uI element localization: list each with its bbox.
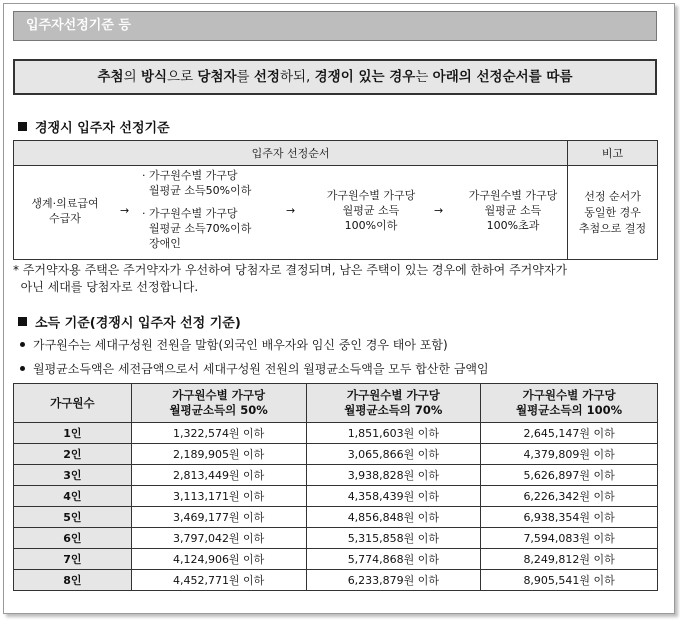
notice-segment: 당첨자 <box>197 69 237 85</box>
income-limit-cell: 4,379,809원 이하 <box>481 444 658 465</box>
income-limit-cell: 5,774,868원 이하 <box>306 549 481 570</box>
selection-order-table <box>13 140 658 260</box>
bullet-dot-icon <box>20 366 25 371</box>
household-size-cell: 5인 <box>14 507 132 528</box>
income-limit-cell: 6,226,342원 이하 <box>481 486 658 507</box>
table-row <box>14 528 658 549</box>
income-limit-cell: 3,113,171원 이하 <box>131 486 306 507</box>
section-title-bar: 입주자선정기준 등 <box>13 11 657 41</box>
step-2b-income-70-disabled: · 가구원수별 가구당 월평균 소득70%이하 장애인 <box>142 207 252 250</box>
notice-segment: 경쟁이 있는 경우 <box>314 69 416 85</box>
table-row <box>14 444 658 465</box>
income-limit-cell: 4,124,906원 이하 <box>131 549 306 570</box>
income-limit-cell: 8,249,812원 이하 <box>481 549 658 570</box>
table-row <box>14 423 658 444</box>
bullet-dot-icon <box>20 342 25 347</box>
income-limit-cell: 5,315,858원 이하 <box>306 528 481 549</box>
arrow-right-icon: → <box>120 204 130 217</box>
notice-segment: 추첨 <box>97 69 124 85</box>
income-limit-cell: 3,938,828원 이하 <box>306 465 481 486</box>
notice-segment: 방식 <box>140 69 168 85</box>
household-size-cell: 1인 <box>14 423 132 444</box>
bullet-household-members: 가구원수는 세대구성원 전원을 말함(외국인 배우자와 임신 중인 경우 태아 포함) <box>20 336 448 353</box>
income-limit-cell: 6,233,879원 이하 <box>306 570 481 591</box>
remarks-column-header: 비고 <box>568 141 658 166</box>
table-row <box>14 465 658 486</box>
household-size-cell: 2인 <box>14 444 132 465</box>
household-size-cell: 8인 <box>14 570 132 591</box>
income-limit-cell: 8,905,541원 이하 <box>481 570 658 591</box>
income-50-header: 가구원수별 가구당 월평균소득의 50% <box>131 384 306 423</box>
income-limit-cell: 2,645,147원 이하 <box>481 423 658 444</box>
footnote: * 주거약자용 주택은 주거약자가 우선하여 당첨자로 결정되며, 남은 주택이 있는 경우에 한하여 주거약자가 아닌 세대를 당첨자로 선정합니다. <box>13 263 568 294</box>
notice-segment: 하되, <box>279 69 315 85</box>
arrow-right-icon: → <box>286 204 296 217</box>
notice-segment: 으로 <box>167 69 198 85</box>
competition-criteria-heading: 경쟁시 입주자 선정기준 <box>18 117 170 136</box>
income-limit-cell: 3,469,177원 이하 <box>131 507 306 528</box>
square-bullet-icon <box>18 122 27 131</box>
step-2a-income-50: · 가구원수별 가구당 월평균 소득50%이하 <box>142 169 252 197</box>
income-limit-cell: 3,065,866원 이하 <box>306 444 481 465</box>
table-row <box>14 486 658 507</box>
income-limit-cell: 4,856,848원 이하 <box>306 507 481 528</box>
income-limit-cell: 7,594,083원 이하 <box>481 528 658 549</box>
notice-segment: 선정 <box>253 69 280 85</box>
income-limit-cell: 2,189,905원 이하 <box>131 444 306 465</box>
household-size-header: 가구원수 <box>14 384 132 423</box>
arrow-right-icon: → <box>434 204 444 217</box>
income-limit-cell: 1,851,603원 이하 <box>306 423 481 444</box>
income-limit-cell: 2,813,449원 이하 <box>131 465 306 486</box>
income-limit-cell: 5,626,897원 이하 <box>481 465 658 486</box>
bullet-monthly-income: 월평균소득액은 세전금액으로서 세대구성원 전원의 월평균소득액을 모두 합산한 금액임 <box>20 360 489 377</box>
notice-segment: 는 <box>415 69 433 85</box>
household-size-cell: 4인 <box>14 486 132 507</box>
household-size-cell: 7인 <box>14 549 132 570</box>
notice-segment: 의 <box>123 69 141 85</box>
square-bullet-icon <box>18 317 27 326</box>
step-4-income-100-above: 가구원수별 가구당 월평균 소득 100%초과 <box>468 189 558 232</box>
order-column-header: 입주자 선정순서 <box>14 141 568 166</box>
selection-order-flow <box>14 166 568 260</box>
remarks-cell: 선정 순서가 동일한 경우 추첨으로 결정 <box>568 166 658 260</box>
income-limit-cell: 1,322,574원 이하 <box>131 423 306 444</box>
income-criteria-table <box>13 383 658 591</box>
income-100-header: 가구원수별 가구당 월평균소득의 100% <box>481 384 658 423</box>
income-limit-cell: 4,452,771원 이하 <box>131 570 306 591</box>
income-limit-cell: 4,358,439원 이하 <box>306 486 481 507</box>
table-row <box>14 549 658 570</box>
notice-segment: 아래의 선정순서를 따름 <box>432 69 573 85</box>
notice-segment: 를 <box>236 69 254 85</box>
income-criteria-heading: 소득 기준(경쟁시 입주자 선정 기준) <box>18 312 241 331</box>
table-row <box>14 507 658 528</box>
step-1-welfare-recipient: 생계·의료급여 수급자 <box>31 197 99 225</box>
table-header-row <box>14 384 658 423</box>
selection-method-notice <box>13 59 657 95</box>
income-70-header: 가구원수별 가구당 월평균소득의 70% <box>306 384 481 423</box>
step-3-income-100-below: 가구원수별 가구당 월평균 소득 100%이하 <box>326 189 416 232</box>
household-size-cell: 6인 <box>14 528 132 549</box>
income-limit-cell: 3,797,042원 이하 <box>131 528 306 549</box>
household-size-cell: 3인 <box>14 465 132 486</box>
table-row <box>14 570 658 591</box>
income-limit-cell: 6,938,354원 이하 <box>481 507 658 528</box>
